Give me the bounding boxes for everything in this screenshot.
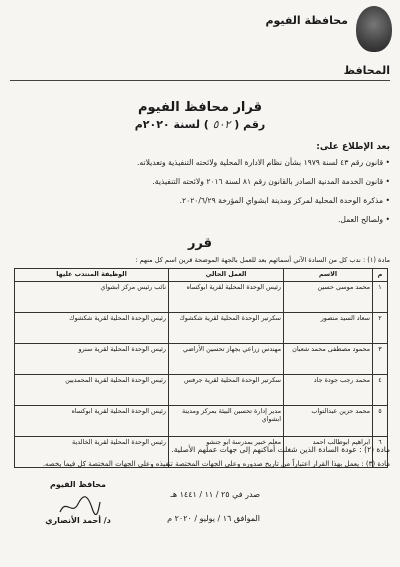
decree-title: قرار محافظ الفيوم <box>137 100 262 115</box>
cell-current-job: مدير إدارة تحسين البيئة بمركز ومدينة ابشواي <box>169 406 284 437</box>
table-row <box>15 375 388 406</box>
header-no: م <box>373 269 388 282</box>
cell-assigned-job: نائب رئيس مركز ابشواي <box>15 282 169 313</box>
issued-date: صدر في ٢٥ / ١١ / ١٤٤١ هـ <box>170 490 260 499</box>
cell-name: ابراهيم ابوطالب احمد <box>284 437 373 468</box>
cell-no: ٥ <box>373 406 388 437</box>
cell-current-job: معلم خبير بمدرسة ابو جنشو <box>169 437 284 468</box>
cell-name: سعاد السيد منصور <box>284 313 373 344</box>
table-row <box>15 282 388 313</box>
cell-name: محمود مصطفى محمد شعبان <box>284 344 373 375</box>
header-assigned-job: الوظيفة المنتدب عليها <box>15 269 169 282</box>
reference-item: • ولصالح العمل. <box>14 213 390 232</box>
reference-item: • مذكرة الوحدة المحلية لمركز ومدينة ابشواي المؤرخة ٢٠٢٠/٦/٢٩. <box>14 194 390 213</box>
decree-number-prefix: رقم ( <box>234 118 266 131</box>
office-label: المحافظ <box>343 64 390 77</box>
reference-item: • قانون الخدمة المدنية الصادر بالقانون رقم ٨١ لسنة ٢٠١٦ ولائحته التنفيذية. <box>14 175 390 194</box>
decree-number-line <box>0 118 400 131</box>
article-1: مادة (١) : ندب كل من السادة الآتي أسمائهم بعد للعمل بالجهة الموضحة قرين اسم كل منهم : <box>135 256 390 264</box>
table-row <box>15 344 388 375</box>
cell-assigned-job: رئيس الوحدة المحلية لقرية المحمديين <box>15 375 169 406</box>
cell-assigned-job: رئيس الوحدة المحلية لقرية الخالدية <box>15 437 169 468</box>
governorate-name: محافظة الفيوم <box>265 14 348 27</box>
cell-current-job: مهندس زراعي بجهاز تحسين الأراضي <box>169 344 284 375</box>
cell-no: ٤ <box>373 375 388 406</box>
table-row <box>15 406 388 437</box>
cell-name: محمد موسى حسين <box>284 282 373 313</box>
cell-current-job: سكرتير الوحدة المحلية لقرية شكشوك <box>169 313 284 344</box>
cell-assigned-job: رئيس الوحدة المحلية لقرية سنرو <box>15 344 169 375</box>
cell-no: ٦ <box>373 437 388 468</box>
preamble: بعد الإطلاع على: <box>316 142 390 152</box>
cell-name: محمد حزين عبدالتواب <box>284 406 373 437</box>
references-list <box>14 156 390 232</box>
table-header-row <box>15 269 388 282</box>
decree-number: ٥٠٢ <box>212 118 231 131</box>
cell-name: محمد رجب جودة جاد <box>284 375 373 406</box>
cell-assigned-job: رئيس الوحدة المحلية لقرية ابوكساه <box>15 406 169 437</box>
article-2: مادة (٢) : عودة السادة الذين شغلت أماكنهم إلى جهات عملهم الأصلية. <box>171 445 390 454</box>
reference-item: • قانون رقم ٤٣ لسنة ١٩٧٩ بشأن نظام الادارة المحلية ولائحته التنفيذية وتعديلاته. <box>14 156 390 175</box>
gregorian-date: الموافق ١٦ / يوليو / ٢٠٢٠ م <box>167 514 260 523</box>
cell-no: ٢ <box>373 313 388 344</box>
header-name: الاسم <box>284 269 373 282</box>
table-row <box>15 313 388 344</box>
cell-assigned-job: رئيس الوحدة المحلية لقرية شكشوك <box>15 313 169 344</box>
cell-current-job: سكرتير الوحدة المحلية لقرية جرفس <box>169 375 284 406</box>
decision-heading: قرر <box>187 236 213 251</box>
article-3: مادة (٣) : يعمل بهذا القرار اعتباراً من تاريخ صدوره وعلى الجهات المختصة تنفيذه وعلى الجهات المختصة كل فيما يخصه. <box>42 460 390 468</box>
decree-number-suffix: ) لسنة ٢٠٢٠م <box>134 118 209 131</box>
governorate-seal-icon <box>356 6 392 52</box>
assignment-table <box>14 268 388 468</box>
cell-current-job: رئيس الوحدة المحلية لقرية ابوكساه <box>169 282 284 313</box>
handwritten-signature-icon <box>58 494 102 518</box>
signature-name: د/ أحمد الأنصاري <box>45 516 111 525</box>
signature-title: محافظ الفيوم <box>50 480 106 489</box>
cell-no: ٣ <box>373 344 388 375</box>
header-divider <box>10 80 390 81</box>
header-current-job: العمل الحالي <box>169 269 284 282</box>
cell-no: ١ <box>373 282 388 313</box>
